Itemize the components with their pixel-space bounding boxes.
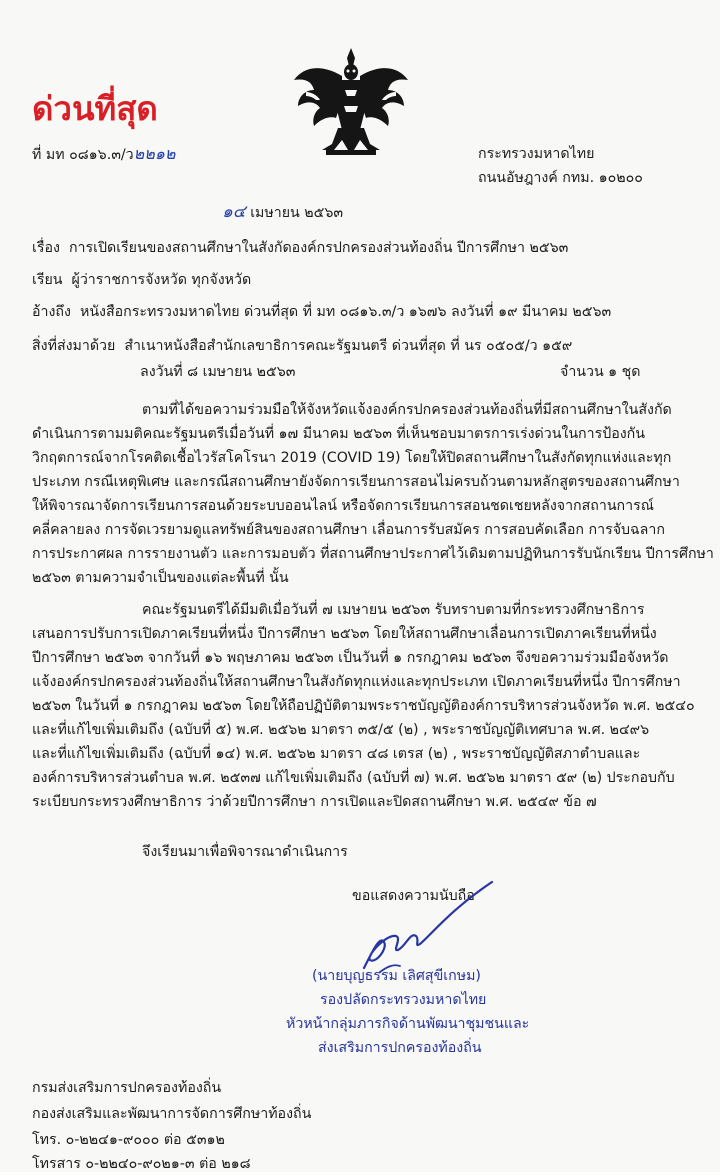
paragraph-line: ๒๕๖๓ ในวันที่ ๑ กรกฎาคม ๒๕๖๓ โดยให้ถือปฏิบัติตามพระราชบัญญัติองค์การบริหารส่วนจังหวัด พ.ศ. ๒๕๔๐: [32, 698, 695, 714]
enclosure-date: ลงวันที่ ๘ เมษายน ๒๕๖๓: [140, 364, 296, 380]
reference-line: [32, 300, 611, 324]
enclosure-label: สิ่งที่ส่งมาด้วย: [32, 338, 116, 354]
ministry-address: ถนนอัษฎางค์ กทม. ๑๐๒๐๐: [478, 170, 643, 186]
paragraph-line: ดำเนินการตามมติคณะรัฐมนตรีเมื่อวันที่ ๑๗ มีนาคม ๒๕๖๓ ที่เห็นชอบมาตรการเร่งด่วนในการป้องกัน: [32, 426, 645, 442]
footer-phone: โทร. ๐-๒๒๔๑-๙๐๐๐ ต่อ ๕๓๑๒: [32, 1132, 225, 1148]
urgency-label: ด่วนที่สุด: [32, 89, 158, 128]
garuda-emblem-icon: [292, 46, 410, 158]
recipient-label: เรียน: [32, 272, 63, 288]
signer-name: (นายบุญธรรม เลิศสุขีเกษม): [312, 968, 481, 984]
paragraph-line: ตามที่ได้ขอความร่วมมือให้จังหวัดแจ้งองค์กรปกครองส่วนท้องถิ่นที่มีสถานศึกษาในสังกัด: [142, 402, 672, 418]
enclosure-line: [32, 334, 572, 358]
ministry-name: กระทรวงมหาดไทย: [478, 146, 595, 162]
subject-line: [32, 236, 568, 260]
document-number-prefix: ที่ มท ๐๘๑๖.๓/ว: [32, 147, 134, 163]
paragraph-line: ระเบียบกระทรวงศึกษาธิการ ว่าด้วยปีการศึกษา การเปิดและปิดสถานศึกษา พ.ศ. ๒๕๔๙ ข้อ ๗: [32, 794, 597, 810]
footer-division: กองส่งเสริมและพัฒนาการจัดการศึกษาท้องถิ่น: [32, 1106, 312, 1122]
document-number: [32, 142, 175, 167]
signer-position-2: หัวหน้ากลุ่มภารกิจด้านพัฒนาชุมชนและ: [286, 1016, 530, 1032]
paragraph-line: ให้พิจารณาจัดการเรียนการสอนด้วยระบบออนไลน์ หรือจัดการเรียนการสอนชดเชยหลังจากสถานการณ์: [32, 498, 654, 514]
paragraph-line: เสนอการปรับการเปิดภาคเรียนที่หนึ่ง ปีการศึกษา ๒๕๖๓ โดยให้สถานศึกษาเลื่อนการเปิดภาคเรียนที่หนึ่ง: [32, 626, 657, 642]
closing-request: จึงเรียนมาเพื่อพิจารณาดำเนินการ: [142, 844, 348, 860]
closing-salutation: ขอแสดงความนับถือ: [352, 888, 475, 904]
body-paragraph-2: [32, 598, 695, 814]
paragraph-line: แจ้งองค์กรปกครองส่วนท้องถิ่นให้สถานศึกษาในสังกัดทุกแห่งและทุกประเภท เปิดภาคเรียนที่หนึ่ง ปีการศึกษา: [32, 674, 681, 690]
recipient-line: [32, 268, 251, 292]
paragraph-line: ๒๕๖๓ ตามความจำเป็นของแต่ละพื้นที่ นั้น: [32, 570, 289, 586]
footer-department: กรมส่งเสริมการปกครองท้องถิ่น: [32, 1080, 222, 1096]
body-paragraph-1: [32, 398, 714, 590]
document-date: [222, 200, 343, 225]
paragraph-line: องค์การบริหารส่วนตำบล พ.ศ. ๒๕๓๗ แก้ไขเพิ่มเติมถึง (ฉบับที่ ๗) พ.ศ. ๒๕๖๒ มาตรา ๕๙ (๒) ประกอบกับ: [32, 770, 675, 786]
paragraph-line: คลี่คลายลง การจัดเวรยามดูแลทรัพย์สินของสถานศึกษา เลื่อนการรับสมัคร การสอบคัดเลือก การจับฉลาก: [32, 522, 665, 538]
reference-text: หนังสือกระทรวงมหาดไทย ด่วนที่สุด ที่ มท ๐๘๑๖.๓/ว ๑๖๗๖ ลงวันที่ ๑๙ มีนาคม ๒๕๖๓: [79, 304, 612, 320]
paragraph-line: คณะรัฐมนตรีได้มีมติเมื่อวันที่ ๗ เมษายน ๒๕๖๓ รับทราบตามที่กระทรวงศึกษาธิการ: [142, 602, 645, 618]
enclosure-count: จำนวน ๑ ชุด: [560, 364, 641, 380]
subject-label: เรื่อง: [32, 240, 60, 256]
paragraph-line: และที่แก้ไขเพิ่มเติมถึง (ฉบับที่ ๑๔) พ.ศ. ๒๕๖๒ มาตรา ๔๘ เตรส (๒) , พระราชบัญญัติสภาตำบลและ: [32, 746, 641, 762]
subject-text: การเปิดเรียนของสถานศึกษาในสังกัดองค์กรปกครองส่วนท้องถิ่น ปีการศึกษา ๒๕๖๓: [68, 240, 569, 256]
paragraph-line: และที่แก้ไขเพิ่มเติมถึง (ฉบับที่ ๕) พ.ศ. ๒๕๖๒ มาตรา ๓๕/๕ (๒) , พระราชบัญญัติเทศบาล พ.ศ. ๒๔๙๖: [32, 722, 650, 738]
paragraph-line: ประเภท กรณีเหตุพิเศษ และกรณีสถานศึกษายังจัดการเรียนการสอนไม่ครบถ้วนตามหลักสูตรของสถานศึกษา: [32, 474, 680, 490]
signer-position-3: ส่งเสริมการปกครองท้องถิ่น: [318, 1040, 482, 1056]
enclosure-text: สำเนาหนังสือสำนักเลขาธิการคณะรัฐมนตรี ด่วนที่สุด ที่ นร ๐๕๐๕/ว ๑๕๙: [124, 338, 573, 354]
signer-position-1: รองปลัดกระทรวงมหาดไทย: [320, 992, 487, 1008]
reference-label: อ้างถึง: [32, 304, 71, 320]
paragraph-line: การประกาศผล การรายงานตัว และการมอบตัว ที่สถานศึกษาประกาศไว้เดิมตามปฏิทินการรับนักเรียน ปีการศึกษา: [32, 546, 714, 562]
date-day-handwritten: ๑๔: [222, 202, 246, 222]
recipient-text: ผู้ว่าราชการจังหวัด ทุกจังหวัด: [71, 272, 252, 288]
paragraph-line: ปีการศึกษา ๒๕๖๓ จากวันที่ ๑๖ พฤษภาคม ๒๕๖๓ เป็นวันที่ ๑ กรกฎาคม ๒๕๖๓ จึงขอความร่วมมือจังหวัด: [32, 650, 669, 666]
footer-fax: โทรสาร ๐-๒๒๔๐-๙๐๒๑-๓ ต่อ ๒๑๘: [32, 1156, 251, 1172]
paragraph-line: วิกฤตการณ์จากโรคติดเชื้อไวรัสโคโรนา 2019 (COVID 19) โดยให้ปิดสถานศึกษาในสังกัดทุกแห่งและทุก: [32, 450, 672, 466]
date-month-year: เมษายน ๒๕๖๓: [250, 205, 344, 221]
document-number-handwritten: ๒๒๑๒: [133, 144, 176, 163]
